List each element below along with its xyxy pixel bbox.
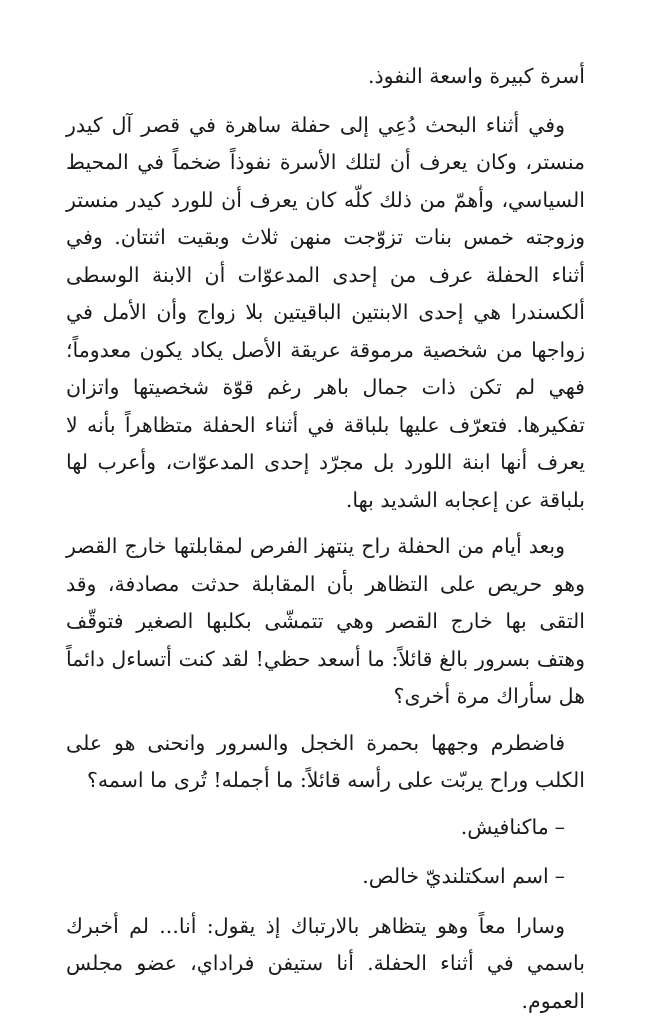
dialogue-dash: –: [555, 815, 565, 839]
dialogue-dash: –: [555, 864, 565, 888]
dialogue-text: ماكنافيش.: [461, 815, 549, 839]
book-page: [66, 58, 585, 980]
paragraph-closing: وسارا معاً وهو يتظاهر بالارتباك إذ يقول: أنا... لم أخبرك باسمي في أثناء الحفلة. أنا ستيفن فراداي، عضو مجلس العموم.: [66, 908, 585, 1020]
paragraph-dog: فاضطرم وجهها بحمرة الخجل والسرور وانحنى هو على الكلب وراح يربّت على رأسه قائلاً: ما أجمله! تُرى ما اسمه؟: [66, 725, 585, 800]
paragraph-opening: أسرة كبيرة واسعة النفوذ.: [66, 58, 585, 96]
paragraph-party: وفي أثناء البحث دُعِي إلى حفلة ساهرة في قصر آل كيدر منستر، وكان يعرف أن لتلك الأسرة نفوذاً ضخماً في المحيط السياسي، وأهمّ من ذلك كلّه كان يعرف أن للورد كيدر منستر وزوجته خمس بنات تزوّجت منهن ثلاث وبقيت اثنتان. وفي أثناء الحفلة عرف من إحدى المدعوّات أن الابنة الوسطى ألكسندرا هي إحدى الابنتين الباقيتين بلا زواج وأن الأمل في زواجها من شخصية مرموقة عريقة الأصل يكاد يكون معدوماً؛ فهي لم تكن ذات جمال باهر رغم قوّة شخصيتها واتزان تفكيرها. فتعرّف عليها بلباقة في أثناء الحفلة متظاهراً بأنه لا يعرف أنها ابنة اللورد بل مجرّد إحدى المدعوّات، وأعرب لها بلباقة عن إعجابه الشديد بها.: [66, 107, 585, 520]
dialogue-text: اسم اسكتلنديّ خالص.: [362, 864, 549, 888]
paragraph-meeting: وبعد أيام من الحفلة راح ينتهز الفرص لمقابلتها خارج القصر وهو حريص على التظاهر بأن المقابلة حدثت مصادفة، وقد التقى بها خارج القصر وهي تتمشّى بكلبها الصغير فتوقّف وهتف بسرور بالغ قائلاً: ما أسعد حظي! لقد كنت أتساءل دائماً هل سأراك مرة أخرى؟: [66, 528, 585, 716]
dialogue-line: [66, 809, 585, 847]
dialogue-line: [66, 858, 585, 896]
